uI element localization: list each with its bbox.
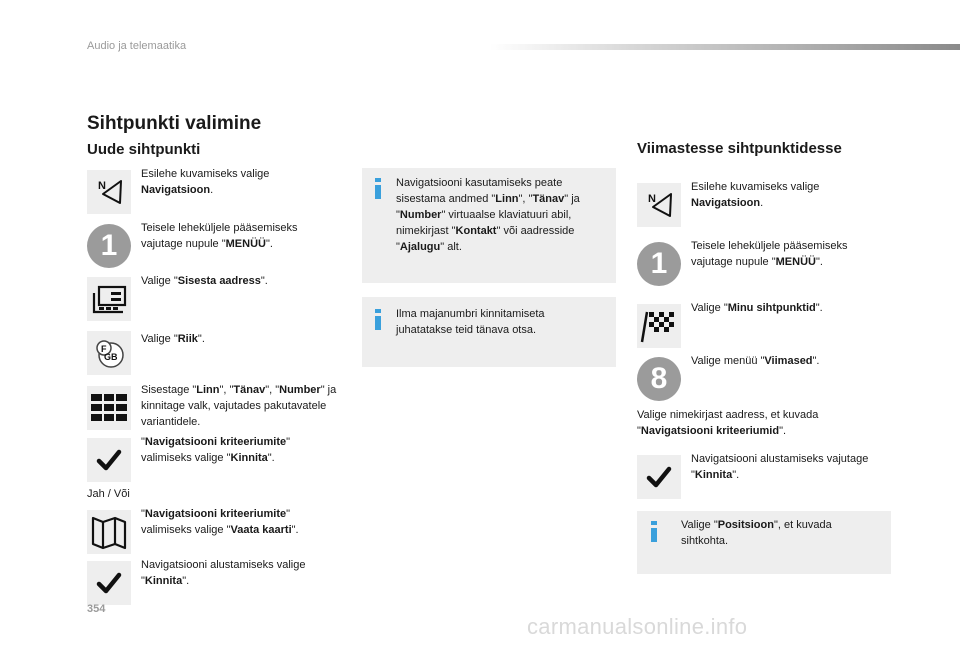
- left-step-navigation: Esilehe kuvamiseks valige Navigatsioon.: [141, 168, 270, 196]
- info-note-house-number: [362, 297, 616, 367]
- right-step-navigation: Esilehe kuvamiseks valige Navigatsioon.: [691, 181, 820, 209]
- nav-arrow-icon: [87, 170, 131, 214]
- keyboard-grid-icon: [87, 386, 131, 430]
- header-gradient-bar: [490, 44, 960, 50]
- left-heading: Uude sihtpunkti: [87, 141, 201, 158]
- right-select-address: Valige nimekirjast aadress, et kuvada "Navigatsiooni kriteeriumid".: [637, 409, 819, 437]
- country-fgb-icon: [87, 331, 131, 375]
- section-header: Audio ja telemaatika: [87, 40, 187, 52]
- page-title: Sihtpunkti valimine: [87, 113, 262, 134]
- page-number: 354: [87, 603, 106, 615]
- or-label: Jah / Või: [87, 488, 130, 500]
- info-icon: [651, 521, 657, 542]
- nav-arrow-icon: [637, 183, 681, 227]
- checkered-flag-icon: [637, 304, 681, 348]
- left-step-confirm-criteria: "Navigatsiooni kriteeriumite" valimiseks valige "Kinnita".: [141, 436, 291, 464]
- step-number-badge: 1: [637, 242, 681, 286]
- left-step-enter-address: Sisestage "Linn", "Tänav", "Number" ja kinnitage valk, vajutades pakutavatele variantidele.: [141, 384, 337, 428]
- info-icon: [375, 178, 381, 199]
- checkmark-icon: [637, 455, 681, 499]
- info-icon: [375, 309, 381, 330]
- right-step-menu: Teisele leheküljele pääsemiseks vajutage nupule "MENÜÜ".: [691, 240, 848, 268]
- right-step-start-navigation: Navigatsiooni alustamiseks vajutage "Kinnita".: [691, 453, 869, 481]
- info-note-text: Valige "Positsioon", et kuvada sihtkohta.: [681, 519, 832, 547]
- svg-text:GB: GB: [104, 352, 118, 362]
- left-step-country: Valige "Riik".: [141, 333, 205, 345]
- info-note-text: Navigatsiooni kasutamiseks peate sisestama andmed "Linn", "Tänav" ja "Number" virtuaalse klaviatuuri abil, nimekirjast "Kontakt" või aadresside "Ajalugu" alt.: [396, 177, 580, 253]
- checkmark-icon: [87, 561, 131, 605]
- step-number-badge: 8: [637, 357, 681, 401]
- svg-text:F: F: [101, 344, 107, 354]
- address-keyboard-icon: [87, 277, 131, 321]
- info-note-input: [362, 168, 616, 283]
- watermark: carmanualsonline.info: [527, 614, 748, 639]
- right-step-my-destinations: Valige "Minu sihtpunktid".: [691, 302, 823, 314]
- info-note-text: Ilma majanumbri kinnitamiseta juhatatakse teid tänava otsa.: [396, 308, 545, 336]
- checkmark-icon: [87, 438, 131, 482]
- left-step-menu: Teisele leheküljele pääsemiseks vajutage nupule "MENÜÜ".: [141, 222, 298, 250]
- right-step-recent: Valige menüü "Viimased".: [691, 355, 820, 367]
- left-step-address: Valige "Sisesta aadress".: [141, 275, 268, 287]
- left-step-view-map: "Navigatsiooni kriteeriumite" valimiseks valige "Vaata kaarti".: [141, 508, 299, 536]
- step-number-badge: 1: [87, 224, 131, 268]
- map-icon: [87, 510, 131, 554]
- svg-text:N: N: [648, 193, 656, 205]
- info-note-position: [637, 511, 891, 574]
- svg-text:N: N: [98, 180, 106, 192]
- right-heading: Viimastesse sihtpunktidesse: [637, 140, 842, 157]
- left-step-start-navigation: Navigatsiooni alustamiseks valige "Kinnita".: [141, 559, 306, 587]
